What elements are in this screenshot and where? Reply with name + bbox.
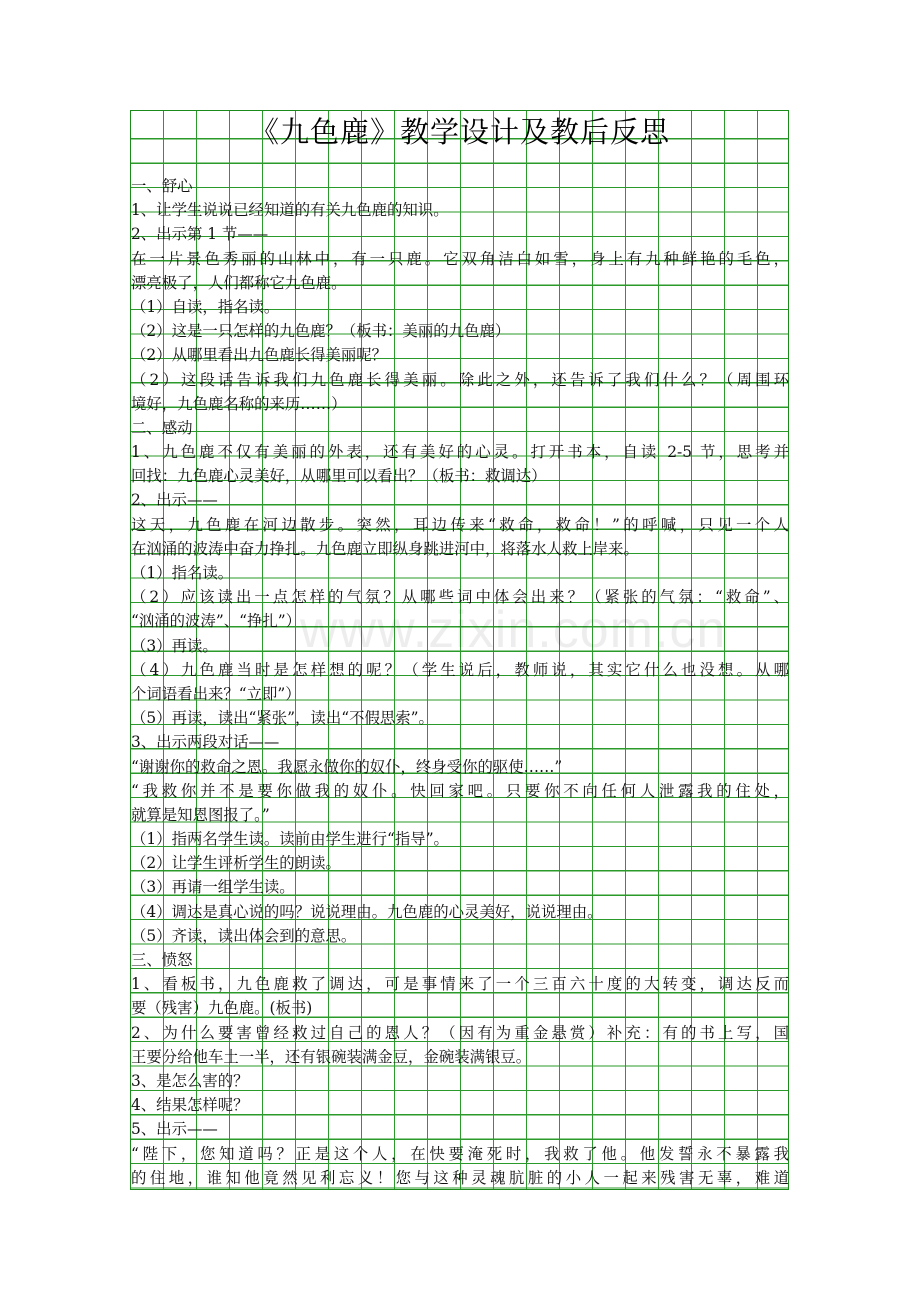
text-line: 3、出示两段对话—— xyxy=(131,733,280,752)
text-line: 2、出示—— xyxy=(131,491,218,510)
text-line: 在汹涌的波涛中奋力挣扎。九色鹿立即纵身跳进河中，将落水人救上岸来。 xyxy=(131,539,639,558)
text-line: （1）指名读。 xyxy=(131,564,234,582)
text-line: “我救你并不是要你做我的奴仆。快回家吧。只要你不向任何人泄露我的住处， xyxy=(131,781,789,800)
text-line: 境好，九色鹿名称的来历……） xyxy=(131,394,347,413)
text-line: 一、舒心 xyxy=(131,177,193,195)
text-line: 5、出示—— xyxy=(131,1120,218,1139)
text-line: （3）再读。 xyxy=(131,636,218,655)
text-line: （2）让学生评析学生的朗读。 xyxy=(131,854,341,873)
text-line: 漂亮极了，人们都称它九色鹿。 xyxy=(131,273,347,292)
text-line: （3）再请一组学生读。 xyxy=(131,878,295,897)
text-line: （4）九色鹿当时是怎样想的呢？（学生说后，教师说，其实它什么也没想。从哪 xyxy=(131,660,789,679)
text-line: “谢谢你的救命之恩。我愿永做你的奴仆，终身受你的驱使……” xyxy=(131,757,563,776)
text-line: “陛下，您知道吗？正是这个人，在快要淹死时，我救了他。他发誓永不暴露我 xyxy=(131,1144,789,1163)
text-line: 二、感动 xyxy=(131,418,193,437)
text-line: （2）这是一只怎样的九色鹿？（板书：美丽的九色鹿） xyxy=(131,322,511,341)
text-line: （5）再读，读出“紧张”，读出“不假思索”。 xyxy=(131,709,434,728)
text-line: （4）调达是真心说的吗？说说理由。九色鹿的心灵美好，说说理由。 xyxy=(131,902,603,921)
text-line: 1、看板书，九色鹿救了调达，可是事情来了一个三百六十度的大转变，调达反而 xyxy=(131,975,789,994)
text-line: （2）应该读出一点怎样的气氛？从哪些词中体会出来？（紧张的气氛：“救命”、 xyxy=(131,588,789,607)
text-line: 就算是知恩图报了。” xyxy=(131,805,270,824)
text-line: 回找：九色鹿心灵美好，从哪里可以看出？（板书：救调达） xyxy=(131,467,547,486)
text-line: 1、九色鹿不仅有美丽的外表，还有美好的心灵。打开书本，自读 2-5 节，思考并 xyxy=(131,443,789,462)
text-line: 王要分给他车土一半，还有银碗装满金豆，金碗装满银豆。 xyxy=(131,1047,532,1066)
text-line: 的住地，谁知他竟然见利忘义！您与这种灵魂肮脏的小人一起来残害无辜，难道 xyxy=(131,1168,789,1187)
page-title: 《九色鹿》教学设计及教后反思 xyxy=(249,115,670,149)
text-line: 2、为什么要害曾经救过自己的恩人？（因有为重金悬赏）补充：有的书上写，国 xyxy=(131,1023,789,1042)
text-line: 1、让学生说说已经知道的有关九色鹿的知识。 xyxy=(131,201,449,220)
text-line: 个词语看出来？“立即”） xyxy=(131,684,301,703)
text-line: （5）齐读，读出体会到的意思。 xyxy=(131,926,357,945)
text-line: “汹涌的波涛”、“挣扎”） xyxy=(131,612,301,631)
text-line: 这天，九色鹿在河边散步。突然，耳边传来“救命，救命！”的呼喊，只见一个人 xyxy=(131,515,789,534)
text-line: （1）指两名学生读。读前由学生进行“指导”。 xyxy=(131,830,449,849)
text-line: （1）自读，指名读。 xyxy=(131,297,280,316)
text-line: 2、出示第 1 节—— xyxy=(131,225,269,244)
document-body xyxy=(131,174,789,1190)
text-line: 3、是怎么害的？ xyxy=(131,1071,249,1090)
text-line: （2）从哪里看出九色鹿长得美丽呢？ xyxy=(131,346,388,365)
text-line: 在一片景色秀丽的山林中，有一只鹿。它双角洁白如雪，身上有九种鲜艳的毛色， xyxy=(131,249,789,268)
text-line: 三、愤怒 xyxy=(131,951,193,969)
text-line: （2）这段话告诉我们九色鹿长得美丽。除此之外，还告诉了我们什么？（周围环 xyxy=(131,370,789,389)
text-line: 要（残害）九色鹿。(板书) xyxy=(131,999,313,1018)
text-line: 4、结果怎样呢？ xyxy=(131,1096,249,1115)
